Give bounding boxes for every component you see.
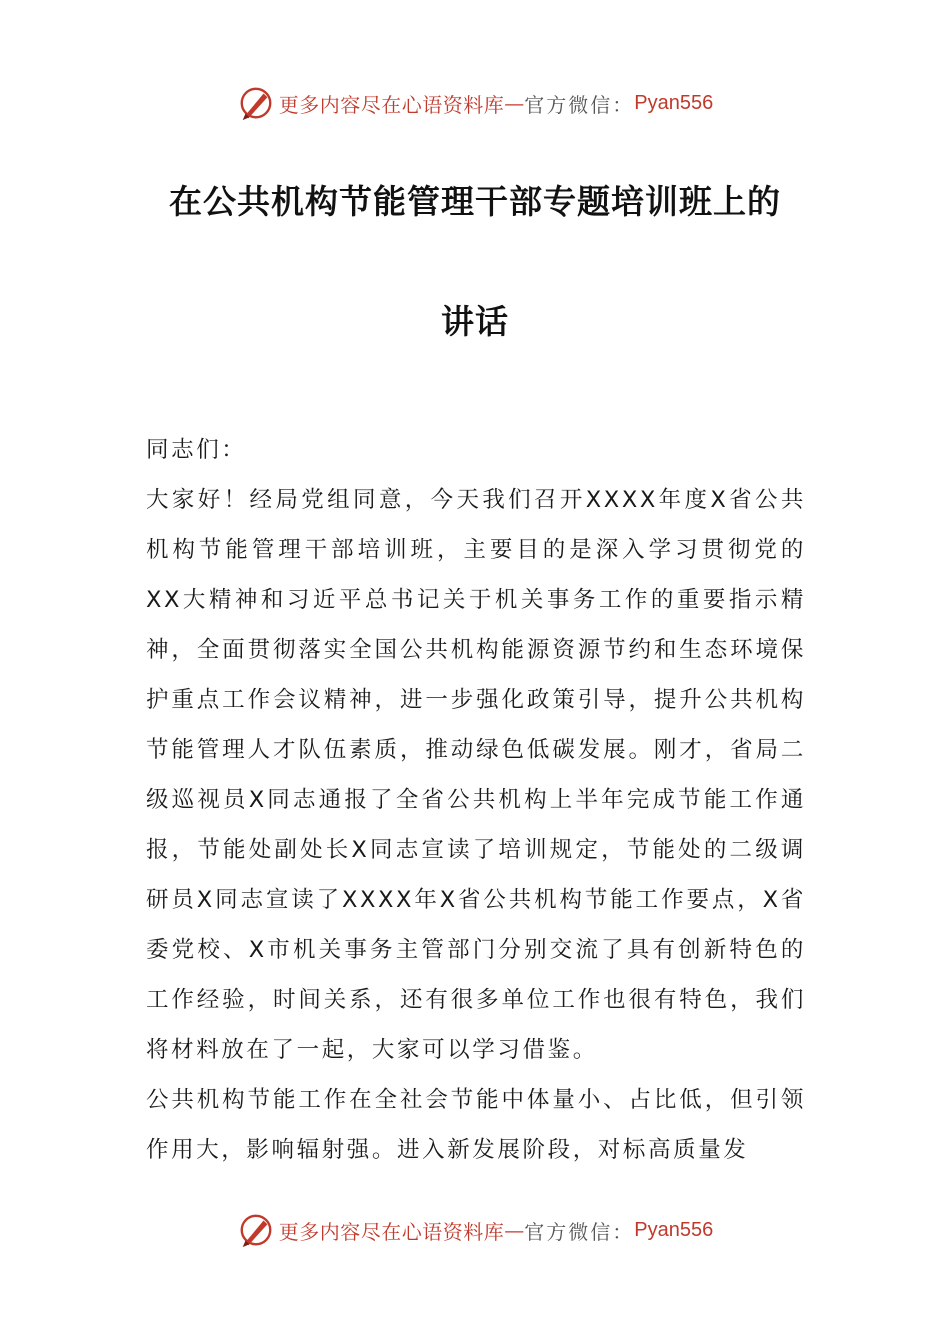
document-body xyxy=(146,425,806,1175)
banner-text: 更多内容尽在心语资料库 xyxy=(278,1219,505,1244)
document-title-line2: 讲话 xyxy=(441,302,509,341)
banner-official: 官方微信： xyxy=(524,92,635,117)
pen-logo-icon xyxy=(237,1211,275,1249)
banner-wechat-id: Pyan556 xyxy=(634,91,714,114)
banner-official: 官方微信： xyxy=(524,1219,635,1244)
salutation: 同志们： xyxy=(146,437,247,463)
banner-text: 更多内容尽在心语资料库 xyxy=(278,92,505,117)
pen-logo-icon xyxy=(237,84,275,122)
banner-dash: — xyxy=(504,1218,525,1242)
document-title-line1: 在公共机构节能管理干部专题培训班上的 xyxy=(169,182,781,221)
paragraph-1: 大家好！经局党组同意，今天我们召开XXXX年度X省公共机构节能管理干部培训班，主要目的是深入学习贯彻党的XX大精神和习近平总书记关于机关事务工作的重要指示精神，全面贯彻落实全国公共机构能源资源节约和生态环境保护重点工作会议精神，进一步强化政策引导，提升公共机构节能管理人才队伍素质，推动绿色低碳发展。刚才，省局二级巡视员X同志通报了全省公共机构上半年完成节能工作通报，节能处副处长X同志宣读了培训规定，节能处的二级调研员X同志宣读了XXXX年X省公共机构节能工作要点，X省委党校、X市机关事务主管部门分别交流了具有创新特色的工作经验，时间关系，还有很多单位工作也很有特色，我们将材料放在了一起，大家可以学习借鉴。 xyxy=(146,487,806,1063)
banner-wechat-id: Pyan556 xyxy=(634,1218,714,1241)
paragraph-2: 公共机构节能工作在全社会节能中体量小、占比低，但引领作用大，影响辐射强。进入新发展阶段，对标高质量发 xyxy=(146,1087,806,1163)
banner-dash: — xyxy=(504,91,525,115)
footer-watermark xyxy=(0,1210,950,1250)
header-watermark xyxy=(0,83,950,123)
